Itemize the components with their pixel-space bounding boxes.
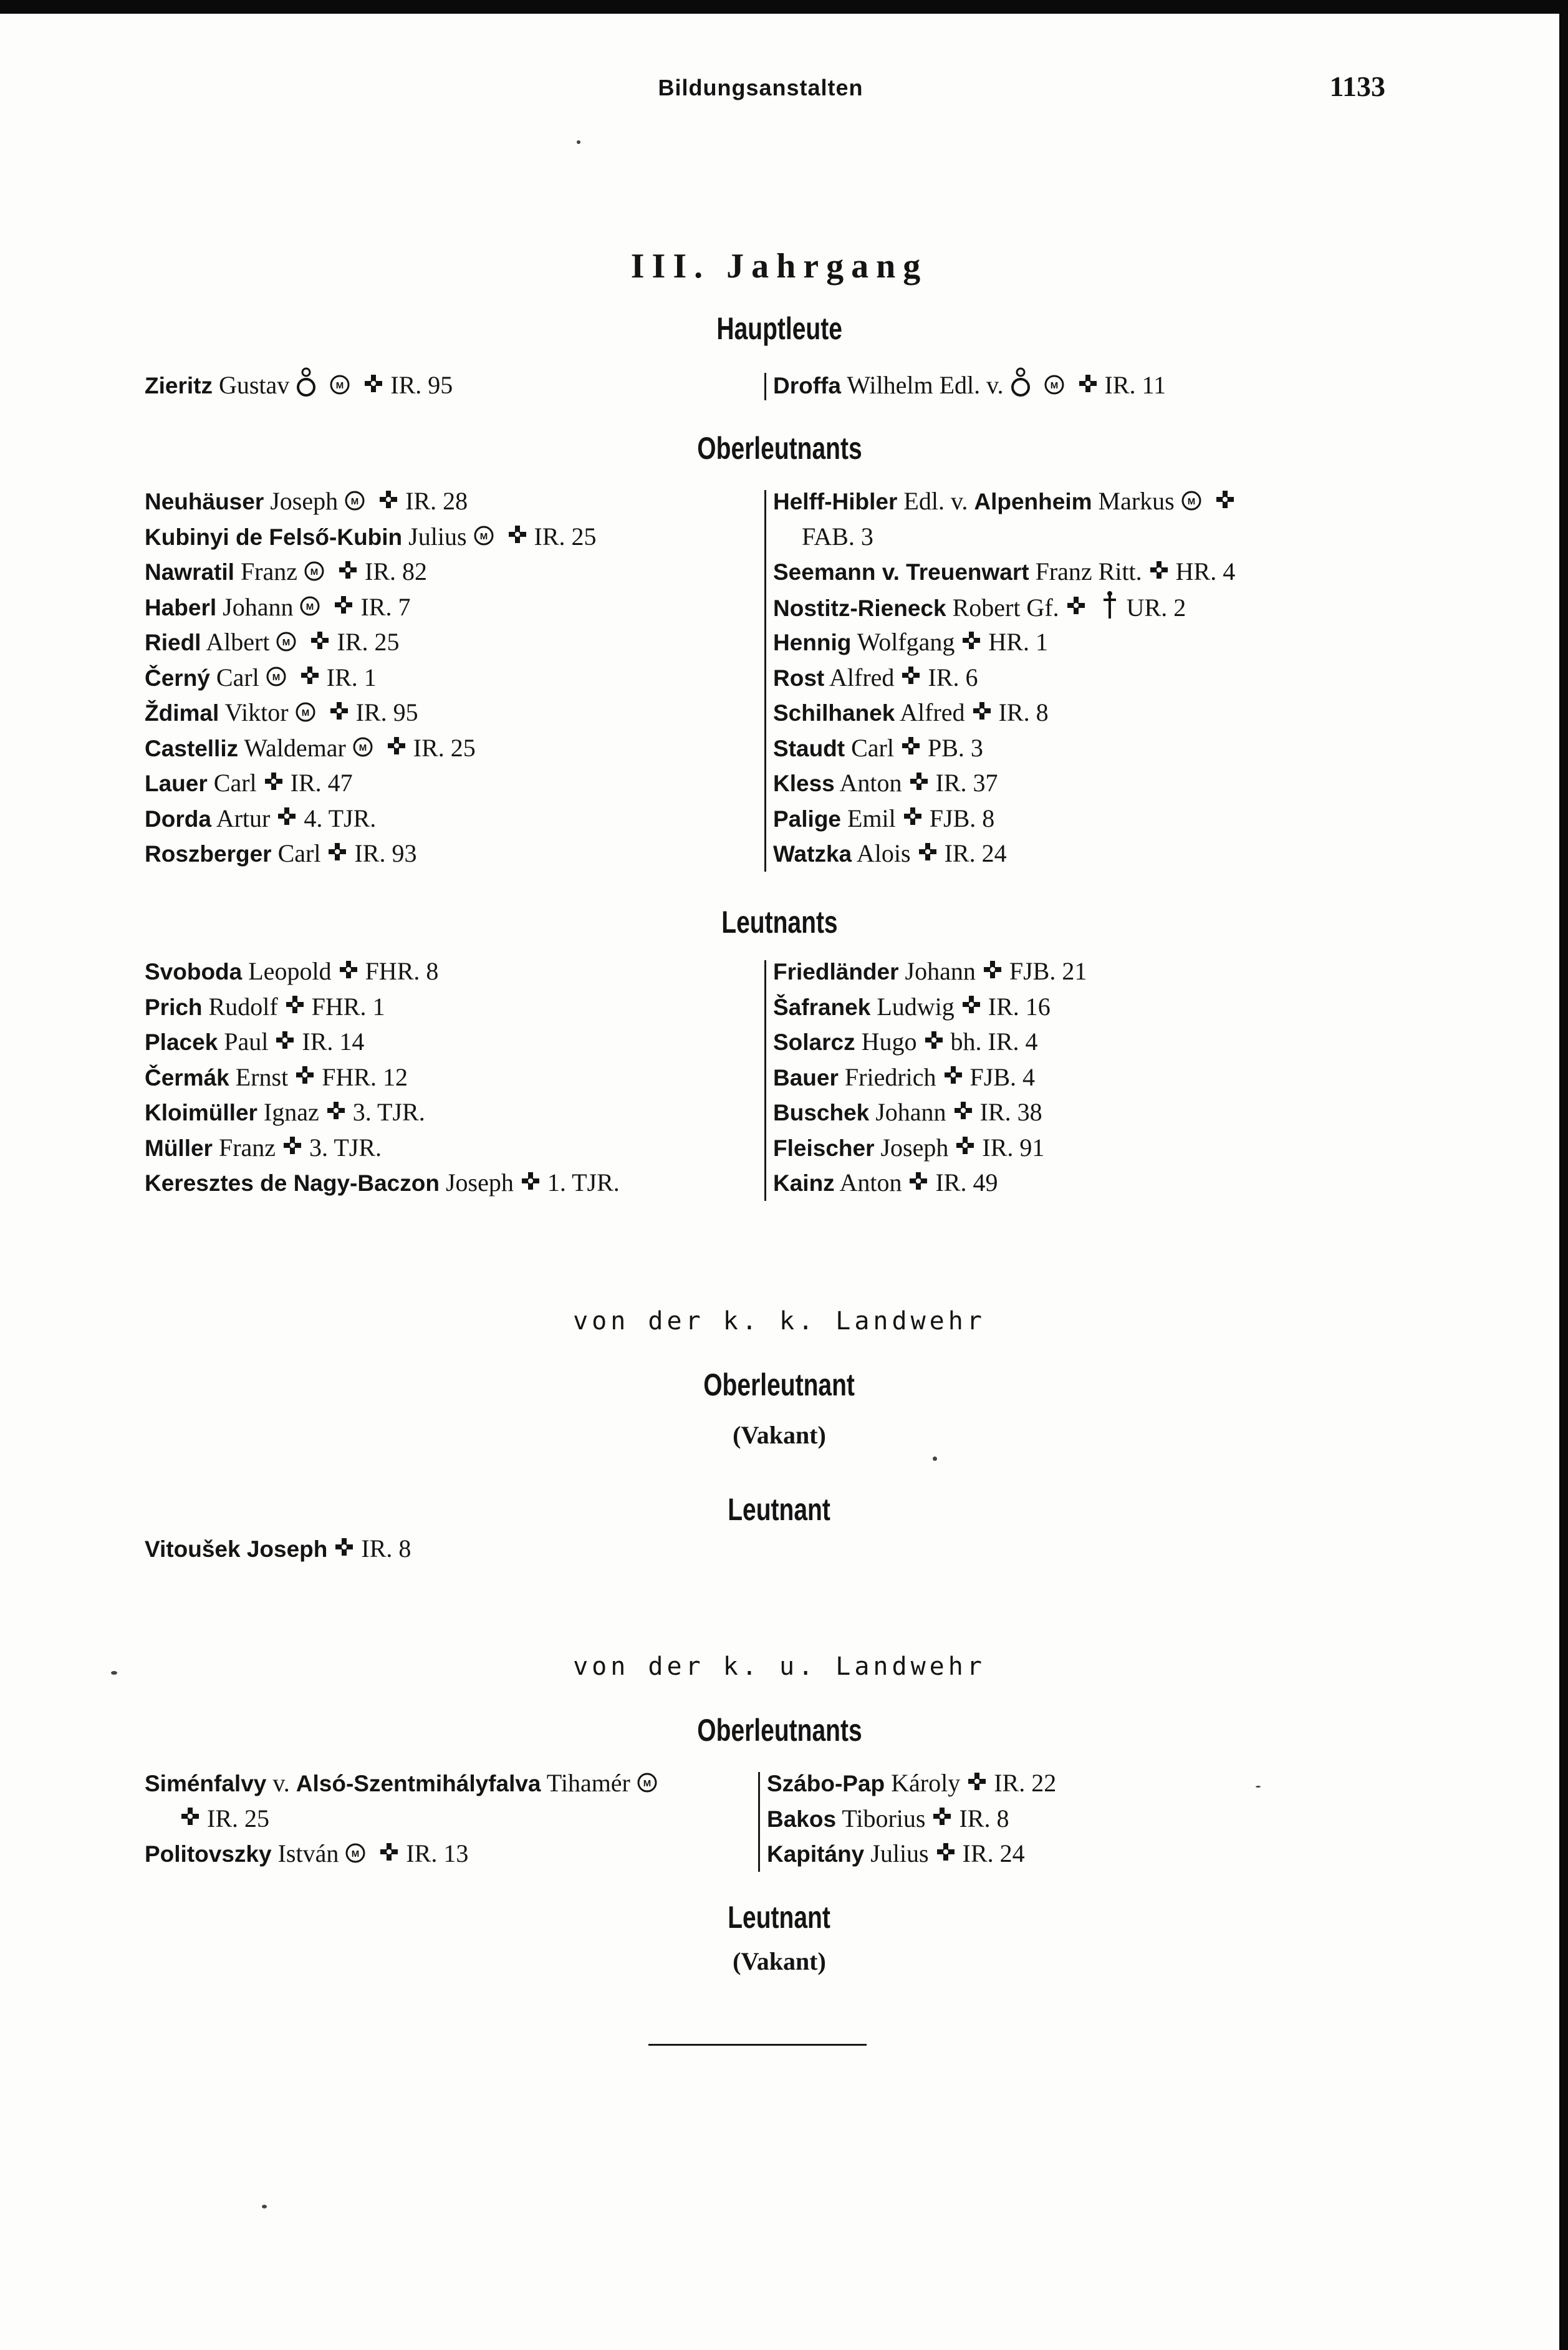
cross-icon [971,698,993,733]
entry-name: Johann [223,592,294,621]
leutnants-left-list [145,954,620,1201]
entry-name: Viktor [224,698,289,726]
list-entry [773,660,1242,696]
list-entry [145,954,620,990]
list-entry [773,519,1242,555]
cross-icon [180,1803,201,1839]
entry-name: Carl [851,733,894,762]
hauptleute-left-list [145,367,453,402]
kk-oberleutnant-heading: Oberleutnant [703,1367,855,1402]
cross-icon [299,662,320,698]
list-entry [773,367,1166,402]
medal-icon [344,486,365,522]
list-entry [773,590,1242,625]
cross-icon [378,1839,400,1874]
entry-name: FAB. 3 [802,522,873,551]
entry-name: Franz Ritt. [1035,557,1142,585]
entry-surname: Kainz [773,1170,835,1196]
list-entry [767,1836,1056,1872]
entry-name: Ernst [235,1062,289,1091]
entry-name: Emil [847,804,896,832]
medal-icon [637,1768,658,1804]
list-entry [773,554,1242,590]
list-entry [145,1766,664,1801]
oberleutnants-right-list [773,484,1242,872]
column-divider [764,373,766,400]
svg-text:M: M [358,743,367,754]
list-entry [773,1024,1087,1060]
cross-icon [378,486,399,522]
entry-name: Franz [218,1133,276,1162]
scan-speck [933,1457,937,1461]
entry-surname: Kapitány [767,1841,865,1867]
entry-unit: IR. 1 [326,663,377,691]
list-entry [145,519,597,555]
column-divider [764,490,766,872]
entry-unit: bh. IR. 4 [950,1028,1038,1056]
entry-unit: IR. 25 [337,628,400,656]
entry-unit: PB. 3 [927,733,983,762]
cross-icon [1077,370,1099,406]
scan-border-top [0,0,1568,14]
cross-icon [1148,557,1170,592]
entry-unit: FHR. 1 [311,992,385,1021]
entry-surname: Ždimal [145,700,219,726]
list-entry [145,1531,411,1567]
list-entry [145,1024,620,1060]
cross-icon [961,627,982,663]
ku-landwehr-title: von der k. u. Landwehr [573,1652,986,1681]
medal-icon [329,370,350,406]
leutnants-heading: Leutnants [721,905,838,940]
cross-icon [931,1803,953,1839]
hauptleute-heading: Hauptleute [716,311,842,346]
entry-surname: Placek [145,1029,218,1055]
entry-surname: Palige [773,806,841,832]
cross-icon [337,557,358,592]
list-entry [145,625,597,660]
svg-text:M: M [350,496,359,507]
kk-leutnant-list [145,1531,411,1567]
entry-unit: IR. 8 [959,1804,1009,1832]
entry-unit: HR. 4 [1175,557,1236,585]
entry-name: Waldemar [244,733,346,762]
entry-surname: Helff-Hibler [773,489,898,514]
ku-leutnant-heading: Leutnant [728,1900,831,1935]
oberleutnants-left-list [145,484,597,872]
cross-icon [900,662,921,698]
kk-landwehr-title: von der k. k. Landwehr [573,1307,986,1336]
entry-unit: IR. 95 [390,370,453,399]
list-entry [145,1801,664,1837]
entry-surname: Riedl [145,630,201,655]
entry-name: Ludwig [877,992,955,1021]
entry-unit: IR. 91 [982,1133,1045,1162]
entry-unit: IR. 8 [998,698,1049,726]
entry-name: Alois [856,839,911,867]
cross-icon [309,627,330,663]
entry-surname: Lauer [145,771,208,796]
cross-icon [274,1027,296,1062]
medal-icon [304,557,325,592]
list-entry [145,660,597,696]
entry-surname: Droffa [773,372,841,398]
entry-surname: Roszberger [145,841,272,867]
entry-surname: Vitoušek Joseph [145,1536,328,1562]
cross-icon [943,1062,964,1097]
entry-name: Wilhelm Edl. v. [847,370,1004,399]
cross-icon [917,839,938,874]
badge-icon [1010,367,1031,409]
dagger-icon [1099,590,1120,631]
list-entry [145,1165,620,1201]
entry-surname: Müller [145,1135,213,1161]
entry-surname: Szábo-Pap [767,1771,885,1796]
entry-unit: 1. TJR. [547,1168,620,1197]
list-entry [145,731,597,766]
entry-name: Anton [839,769,902,797]
entry-surname: Kubinyi de Felső-Kubin [145,524,403,550]
list-entry [145,1060,620,1096]
entry-name: Anton [839,1168,902,1197]
entry-unit: IR. 47 [290,769,353,797]
entry-unit: HR. 1 [988,628,1048,656]
entry-name: Edl. v. [903,487,968,515]
oberleutnants-heading: Oberleutnants [696,431,862,466]
closing-rule [648,2044,867,2046]
entry-unit: IR. 37 [935,769,998,797]
cross-icon [334,1534,355,1569]
cross-icon [325,1097,347,1133]
entry-surname: Bauer [773,1064,839,1091]
entry-surname: Seemann v. Treuenwart [773,559,1029,585]
entry-name: Julius [870,1839,929,1867]
entry-name: Károly [891,1769,961,1797]
entry-unit: IR. 24 [944,839,1007,867]
entry-name: Johann [875,1098,946,1126]
svg-text:M: M [352,1848,360,1859]
column-divider [758,1772,760,1872]
cross-icon [329,698,350,733]
entry-unit: IR. 49 [935,1168,998,1197]
list-entry [773,1165,1087,1201]
entry-name: Carl [216,663,259,691]
ku-leutnant-vacant: (Vakant) [733,1947,826,1975]
entry-unit: IR. 24 [962,1839,1025,1867]
list-entry [773,484,1242,519]
entry-surname: Watzka [773,841,852,867]
entry-unit: 3. TJR. [352,1098,425,1126]
list-entry [145,590,597,625]
cross-icon [1214,486,1236,522]
entry-surname: Neuhäuser [145,489,264,514]
list-entry [145,836,597,872]
scan-border-right [1559,0,1568,2350]
entry-name: Tihamér [546,1769,630,1797]
list-entry [773,990,1087,1025]
entry-surname: Bakos [767,1806,837,1832]
medal-icon [473,521,494,557]
list-entry [773,625,1242,660]
entry-name: Robert Gf. [952,593,1059,622]
scan-speck [577,140,580,144]
hauptleute-right-list [773,367,1166,402]
entry-surname: Haberl [145,594,217,620]
entry-unit: IR. 8 [361,1534,411,1563]
entry-unit: IR. 25 [534,522,597,551]
entry-surname: Dorda [145,806,211,832]
entry-surname: Rost [773,665,825,691]
cross-icon [263,768,284,804]
list-entry [773,766,1242,801]
cross-icon [961,991,982,1027]
entry-surname: Svoboda [145,959,243,985]
cross-icon [902,803,923,839]
entry-surname: Buschek [773,1100,870,1125]
medal-icon [1044,370,1065,406]
svg-text:M: M [282,637,291,648]
entry-unit: IR. 25 [207,1804,269,1832]
list-entry [145,766,597,801]
scan-speck [111,1671,117,1675]
scan-speck [262,2205,267,2208]
entry-surname: Čermák [145,1064,229,1091]
list-entry [767,1801,1056,1837]
medal-icon [295,698,316,733]
list-entry [145,1130,620,1166]
entry-surname: Alpenheim [974,489,1092,514]
entry-name: Paul [224,1028,269,1056]
entry-name: Gustav [218,370,290,399]
list-entry [773,801,1242,837]
entry-unit: IR. 93 [354,839,417,867]
ku-oberleutnants-heading: Oberleutnants [696,1713,862,1748]
cross-icon [294,1062,315,1097]
entry-name: Joseph [270,487,339,515]
entry-name: Julius [408,522,467,551]
entry-surname: Solarcz [773,1029,855,1055]
cross-icon [282,1132,303,1168]
entry-surname: Kloimüller [145,1100,257,1125]
cross-icon [908,768,930,804]
entry-surname: Prich [145,994,203,1020]
entry-unit: IR. 16 [988,992,1051,1021]
entry-surname: Nawratil [145,559,234,585]
entry-surname: Černý [145,665,210,691]
list-entry [145,484,597,519]
list-entry [145,1836,664,1872]
entry-unit: IR. 82 [365,557,428,585]
entry-unit: IR. 6 [928,663,978,691]
entry-unit: FHR. 12 [322,1062,408,1091]
cross-icon [284,991,305,1027]
entry-surname: Zieritz [145,372,213,398]
entry-surname: Friedländer [773,959,899,985]
scan-speck [1256,1786,1261,1788]
entry-name: Carl [213,769,257,797]
list-entry [773,731,1242,766]
badge-icon [296,367,317,409]
cross-icon [966,1768,988,1804]
entry-name: Joseph [445,1168,514,1197]
entry-unit: IR. 7 [360,592,411,621]
cross-icon [953,1097,974,1133]
svg-text:M: M [1187,496,1195,507]
entry-name: Alfred [829,663,895,691]
list-entry [145,1095,620,1130]
entry-name: Wolfgang [857,628,955,656]
entry-surname: Keresztes de Nagy-Baczon [145,1170,440,1196]
entry-surname: Siménfalvy [145,1771,267,1796]
medal-icon [1181,486,1202,522]
entry-unit: FJB. 21 [1009,957,1087,985]
entry-surname: Kless [773,771,835,796]
entry-surname: Schilhanek [773,700,895,726]
svg-text:M: M [336,380,344,391]
entry-name: Joseph [880,1133,949,1162]
page-number: 1133 [1329,70,1385,102]
entry-unit: FHR. 8 [365,957,439,985]
year-title: III. Jahrgang [630,247,928,286]
column-divider [764,960,766,1201]
list-entry [767,1766,1056,1801]
entry-unit: IR. 11 [1104,370,1166,399]
entry-unit: IR. 22 [994,1769,1057,1797]
medal-icon [299,592,320,627]
list-entry [773,1060,1087,1096]
cross-icon [923,1027,945,1062]
entry-name: v. [272,1769,290,1797]
entry-name: Carl [277,839,321,867]
ku-oberleutnants-left-list [145,1766,664,1872]
entry-surname: Nostitz-Rieneck [773,595,946,621]
entry-name: Albert [206,628,270,656]
medal-icon [352,733,373,768]
ku-oberleutnants-right-list [767,1766,1056,1872]
entry-surname: Castelliz [145,735,239,761]
list-entry [773,836,1242,872]
entry-name: Johann [905,957,976,985]
list-entry [773,1130,1087,1166]
entry-name: Markus [1098,487,1175,515]
entry-surname: Staudt [773,735,845,761]
entry-unit: IR. 13 [406,1839,469,1867]
cross-icon [935,1839,956,1874]
entry-surname: Fleischer [773,1135,875,1161]
entry-name: Rudolf [208,992,278,1021]
list-entry [773,1095,1087,1130]
cross-icon [333,592,354,627]
medal-icon [266,662,287,698]
entry-surname: Hennig [773,630,852,655]
list-entry [145,801,597,837]
cross-icon [363,370,384,406]
cross-icon [338,956,359,992]
cross-icon [955,1132,976,1168]
entry-surname: Šafranek [773,994,871,1020]
entry-unit: 4. TJR. [304,804,377,832]
medal-icon [276,627,297,663]
svg-text:M: M [1050,380,1058,391]
entry-surname: Alsó-Szentmihályfalva [296,1771,541,1796]
svg-text:M: M [479,531,488,542]
entry-unit: IR. 95 [355,698,418,726]
cross-icon [900,733,921,768]
running-title: Bildungsanstalten [658,75,863,100]
entry-surname: Politovszky [145,1841,272,1867]
cross-icon [386,733,407,768]
list-entry [773,695,1242,731]
cross-icon [982,956,1003,992]
entry-unit: FJB. 8 [929,804,995,832]
entry-unit: IR. 28 [405,487,468,515]
cross-icon [327,839,348,874]
entry-name: Hugo [861,1028,917,1056]
cross-icon [1065,592,1087,628]
kk-oberleutnant-vacant: (Vakant) [733,1421,826,1449]
entry-name: Leopold [248,957,332,985]
svg-text:M: M [306,602,314,613]
entry-name: Alfred [900,698,965,726]
cross-icon [908,1168,929,1203]
list-entry [773,954,1087,990]
list-entry [145,990,620,1025]
entry-unit: 3. TJR. [309,1133,382,1162]
cross-icon [507,521,528,557]
entry-unit: UR. 2 [1126,593,1186,622]
cross-icon [276,803,297,839]
medal-icon [345,1839,366,1874]
entry-name: Tiborius [842,1804,926,1832]
svg-text:M: M [301,707,309,718]
svg-text:M: M [272,672,281,683]
list-entry [145,554,597,590]
entry-name: István [277,1839,339,1867]
cross-icon [520,1168,541,1203]
list-entry [145,695,597,731]
entry-unit: IR. 25 [413,733,476,762]
leutnants-right-list [773,954,1087,1201]
list-entry [145,367,453,402]
entry-name: Friedrich [844,1062,936,1091]
svg-text:M: M [310,566,319,577]
kk-leutnant-heading: Leutnant [728,1492,831,1527]
entry-unit: IR. 14 [302,1028,365,1056]
entry-name: Franz [240,557,298,585]
entry-unit: IR. 38 [979,1098,1042,1126]
entry-name: Ignaz [263,1098,319,1126]
entry-unit: FJB. 4 [969,1062,1036,1091]
entry-name: Artur [216,804,271,832]
svg-text:M: M [643,1778,652,1789]
